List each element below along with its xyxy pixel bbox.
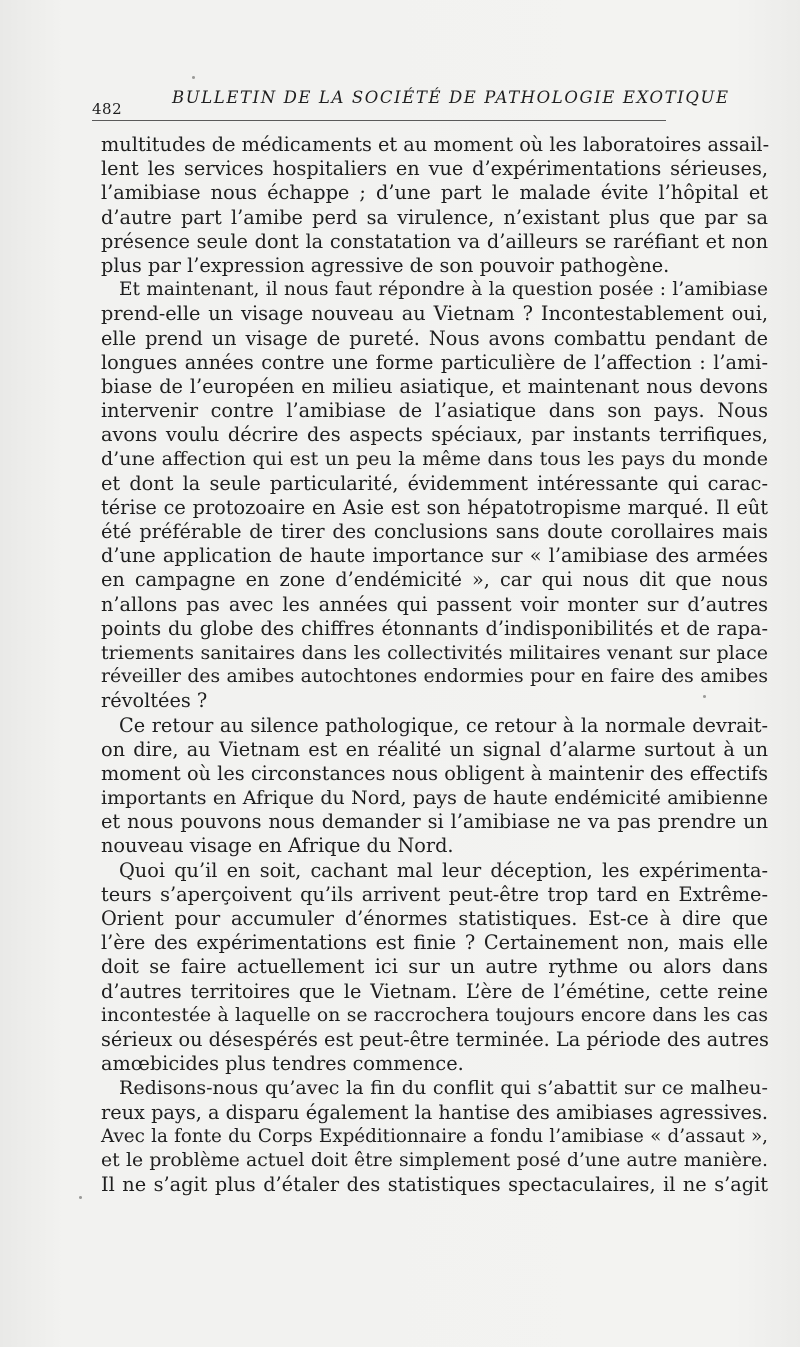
paragraph-start-line: Quoi qu’il en soit, cachant mal leur déception, les expérimenta- <box>119 858 768 882</box>
text-line: Avec la fonte du Corps Expéditionnaire a fondu l’amibiase « d’assaut », <box>101 1125 768 1147</box>
text-line: moment où les circonstances nous obligent à maintenir des effectifs <box>101 761 768 785</box>
text-line: nouveau visage en Afrique du Nord. <box>101 834 454 858</box>
text-line: et nous pouvons nous demander si l’amibiase ne va pas prendre un <box>101 810 768 834</box>
text-line: elle prend un visage de pureté. Nous avons combattu pendant de <box>101 326 768 350</box>
text-line: doit se faire actuellement ici sur un autre rythme ou alors dans <box>101 955 768 979</box>
text-line: amœbicides plus tendres commence. <box>101 1052 464 1076</box>
text-line: n’allons pas avec les années qui passent voir monter sur d’autres <box>101 592 768 616</box>
text-line: révoltées ? <box>101 689 208 713</box>
text-line: teurs s’aperçoivent qu’ils arrivent peut-être trop tard en Extrême- <box>101 882 768 906</box>
text-line: et dont la seule particularité, évidemment intéressante qui carac- <box>101 471 768 495</box>
page-header <box>92 88 772 118</box>
text-line: prend-elle un visage nouveau au Vietnam ? Incontestablement oui, <box>101 302 768 326</box>
text-line: l’amibiase nous échappe ; d’une part le malade évite l’hôpital et <box>101 181 768 205</box>
page-number: 482 <box>92 100 123 118</box>
text-line: été préférable de tirer des conclusions sans doute corollaires mais <box>101 520 768 543</box>
text-line: réveiller des amibes autochtones endormies pour en faire des amibes <box>101 666 768 688</box>
paragraph-start-line: Et maintenant, il nous faut répondre à la question posée : l’amibiase <box>119 279 768 301</box>
text-line: plus par l’expression agressive de son pouvoir pathogène. <box>101 253 670 277</box>
text-line: d’autre part l’amibe perd sa virulence, n’existant plus que par sa <box>101 205 768 229</box>
paragraph-start-line: Redisons-nous qu’avec la fin du conflit qui s’abattit sur ce malheu- <box>119 1077 768 1100</box>
text-line: multitudes de médicaments et au moment où les laboratoires assail- <box>101 133 770 156</box>
text-line: reux pays, a disparu également la hantise des amibiases agressives. <box>101 1100 768 1124</box>
text-line: d’autres territoires que le Vietnam. L’ère de l’émétine, cette reine <box>101 979 768 1003</box>
text-line: lent les services hospitaliers en vue d’expérimentations sérieuses, <box>101 157 768 181</box>
text-line: présence seule dont la constatation va d’ailleurs se raréfiant et non <box>101 229 768 253</box>
text-line: on dire, au Vietnam est en réalité un signal d’alarme surtout à un <box>101 737 768 761</box>
text-line: points du globe des chiffres étonnants d’indisponibilités et de rapa- <box>101 616 768 640</box>
text-line: d’une affection qui est un peu la même dans tous les pays du monde <box>101 448 768 471</box>
text-line: longues années contre une forme particulière de l’affection : l’ami- <box>101 350 768 374</box>
text-line: sérieux ou désespérés est peut-être terminée. La période des autres <box>101 1027 769 1051</box>
text-line: et le problème actuel doit être simplement posé d’une autre manière. <box>101 1149 768 1171</box>
text-line: intervenir contre l’amibiase de l’asiatique dans son pays. Nous <box>101 399 768 423</box>
text-line: biase de l’européen en milieu asiatique, et maintenant nous devons <box>101 374 768 398</box>
paper-speck <box>192 76 195 79</box>
text-line: l’ère des expérimentations est finie ? Certainement non, mais elle <box>101 931 768 955</box>
text-line: incontestée à laquelle on se raccrochera toujours encore dans les cas <box>101 1004 768 1026</box>
text-line: Orient pour accumuler d’énormes statistiques. Est-ce à dire que <box>101 907 768 930</box>
text-line: Il ne s’agit plus d’étaler des statistiques spectaculaires, il ne s’agit <box>101 1173 768 1197</box>
running-title: BULLETIN DE LA SOCIÉTÉ DE PATHOLOGIE EXOTIQUE <box>172 88 730 107</box>
text-line: en campagne en zone d’endémicité », car qui nous dit que nous <box>101 568 768 592</box>
text-line: triements sanitaires dans les collectivités militaires venant sur place <box>101 641 768 664</box>
text-line: importants en Afrique du Nord, pays de haute endémicité amibienne <box>101 787 768 810</box>
paper-speck <box>79 1196 82 1199</box>
paragraph-start-line: Ce retour au silence pathologique, ce retour à la normale devrait- <box>119 713 768 737</box>
text-line: térise ce protozoaire en Asie est son hépatotropisme marqué. Il eût <box>101 495 768 519</box>
header-rule <box>92 120 666 121</box>
paper-speck <box>703 695 706 698</box>
body-text <box>101 133 768 1197</box>
text-line: d’une application de haute importance sur « l’amibiase des armées <box>101 544 768 568</box>
text-line: avons voulu décrire des aspects spéciaux, par instants terrifiques, <box>101 423 768 447</box>
